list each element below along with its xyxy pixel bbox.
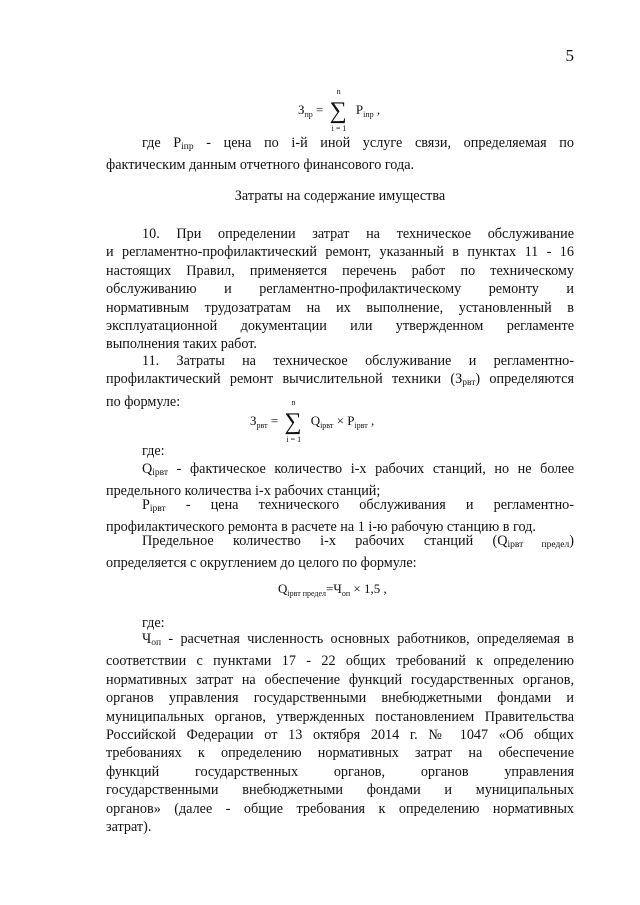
paragraph-line: 10. При определении затрат на техническое обслуживание — [142, 226, 574, 242]
formula-lhs: З — [250, 412, 257, 428]
symbol-sub: iрвт — [149, 504, 166, 514]
definition-line: требованиях к определению нормативных затрат на обеспечение — [106, 745, 574, 762]
paragraph-text: Предельное количество i-х рабочих станций (Q — [142, 533, 508, 549]
paragraph-text: профилактический ремонт вычислительной техники (З — [106, 371, 463, 388]
definition-line: нормативных затрат на обеспечение функций государственных органов, — [106, 671, 574, 688]
definition-line: Российской Федерации от 13 октября 2014 г. № 1047 «Об общих — [106, 727, 574, 744]
paragraph-line: обслуживанию и регламентно-профилактическому ремонту и — [106, 281, 574, 298]
formula-tail: × 1,5 , — [350, 581, 387, 596]
definition-line: где $P_{iпр}$ - цена по i-й иной услуге связи, определяемая по — [142, 135, 574, 152]
symbol-sub: iпр — [181, 142, 194, 152]
sigma-icon: ∑ — [284, 409, 302, 435]
where-text: где: — [142, 443, 165, 459]
paragraph-line: по формуле: — [106, 393, 181, 410]
paragraph-11 — [106, 352, 574, 411]
paragraph-line — [106, 532, 574, 554]
times-sign: × — [333, 412, 348, 428]
definition-line: государственными внебюджетными фондами и муниципальных — [106, 782, 574, 799]
equals-sign: = — [316, 101, 324, 117]
formula-tail: , — [367, 412, 375, 428]
paragraph-line — [106, 370, 574, 392]
paragraph-line: эксплуатационной документации или утвержденном регламенте — [106, 318, 574, 335]
formula-term: P — [355, 101, 364, 117]
definition-line: муниципальных органов, утвержденных постановлением Правительства — [106, 708, 574, 725]
formula-pr — [298, 87, 381, 133]
definition-line — [106, 630, 574, 652]
formula-lhs-sub: рвт — [256, 420, 268, 430]
formula-tail: , — [373, 101, 381, 117]
formula-rvt — [250, 398, 375, 444]
sigma-icon: ∑ — [329, 98, 347, 124]
formula-term-sub: iпр — [363, 109, 374, 119]
symbol-sub: рвт — [462, 378, 476, 389]
formula-term-sub: iрвт — [320, 420, 334, 430]
equals-sign: = — [270, 412, 279, 428]
sum-upper-limit: n — [291, 398, 296, 407]
definition-p — [106, 496, 574, 537]
paragraph-line: и регламентно-профилактический ремонт, указанный в пунктах 11 - 16 — [106, 244, 574, 261]
definition-line — [106, 496, 574, 518]
definition-line — [106, 460, 574, 482]
definition-line: предельного количества i-х рабочих станций; — [106, 483, 381, 500]
definition-text: - фактическое количество i-х рабочих станций, но не более — [168, 461, 574, 477]
definition-line: фактическим данным отчетного финансового года. — [106, 157, 415, 174]
definition-line: соответствии с пунктами 17 - 22 общих требований к определению — [106, 653, 574, 670]
formula-term: P — [347, 412, 355, 428]
paragraph-10 — [106, 225, 574, 354]
formula-lhs-sub: iрвт предел — [287, 589, 327, 598]
formula-lhs: Q — [278, 581, 288, 596]
definition-text: - расчетная численность основных работников, определяемая в — [161, 631, 574, 647]
formula-term: Ч — [333, 581, 342, 596]
definition-text: - цена по i-й иной услуге связи, определяемая по — [193, 135, 574, 151]
sum-sign — [327, 87, 353, 133]
symbol: P — [142, 497, 150, 513]
definition-q — [106, 460, 574, 501]
definition-line: профилактического ремонта в расчете на 1 i-ю рабочую станцию в год. — [106, 519, 536, 536]
paragraph-text: ) определяются — [475, 371, 574, 388]
symbol: Ч — [142, 631, 152, 647]
formula-lhs: З — [298, 101, 305, 117]
formula-term-sub: оп — [341, 589, 351, 598]
paragraph-line: настоящих Правил, применяется перечень работ по техническому — [106, 262, 574, 279]
symbol-sub: iрвт — [152, 468, 169, 478]
formula-term-sub: iрвт — [354, 420, 368, 430]
formula-term: Q — [310, 412, 321, 428]
paragraph-text: ) — [569, 533, 574, 549]
definition-line: органов» (далее - общие требования к определению нормативных — [106, 800, 574, 817]
definition-line: органов управления государственными внебюджетными фондами и — [106, 690, 574, 707]
paragraph-line: 11. Затраты на техническое обслуживание и регламентно- — [142, 353, 574, 369]
formula-lhs-sub: пр — [304, 109, 313, 119]
where-label — [106, 442, 574, 460]
section-heading: Затраты на содержание имущества — [234, 188, 446, 204]
definition-pipr — [106, 134, 574, 175]
definition-line: функций государственных органов, органов управления — [106, 763, 574, 780]
symbol-sub: iрвт предел — [507, 540, 570, 550]
symbol-sub: оп — [151, 638, 162, 648]
formula-limit — [278, 582, 387, 598]
paragraph-line: нормативным трудозатратам на их выполнение, установленный в — [106, 299, 574, 316]
sum-lower-limit: i = 1 — [331, 124, 347, 133]
page-number: 5 — [565, 46, 574, 65]
limit-paragraph — [106, 532, 574, 573]
definition-ch — [106, 630, 574, 836]
paragraph-line: выполнения таких работ. — [106, 336, 257, 353]
sum-sign — [281, 398, 307, 444]
equals-sign: = — [326, 581, 334, 596]
symbol: Q — [142, 461, 153, 477]
definition-text: - цена технического обслуживания и регламентно- — [165, 497, 574, 513]
sum-upper-limit: n — [336, 87, 341, 96]
definition-line: затрат). — [106, 819, 152, 836]
where-text: где: — [142, 615, 165, 631]
paragraph-line: определяется с округлением до целого по формуле: — [106, 555, 417, 572]
symbol: P — [173, 135, 182, 151]
sum-lower-limit: i = 1 — [286, 435, 302, 444]
